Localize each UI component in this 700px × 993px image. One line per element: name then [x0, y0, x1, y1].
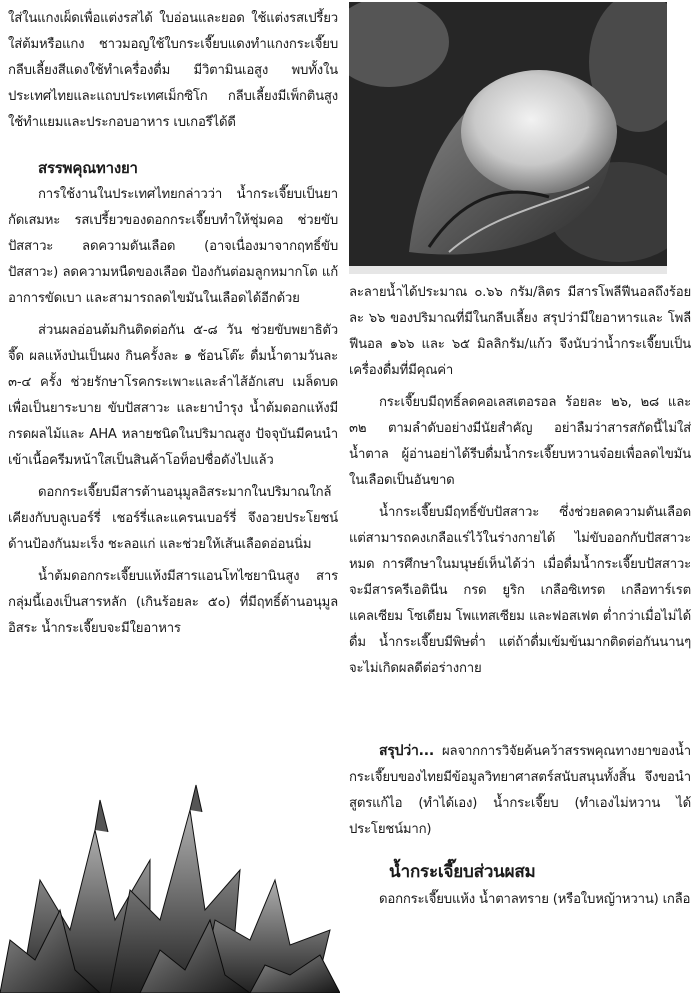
medicinal-paragraph-1: การใช้งานในประเทศไทยกล่าวว่า น้ำกระเจี๊ยบเป็นยากัดเสมหะ รสเปรี้ยวของดอกกระเจี๊ยบทำให้ชุ่มคอ ช่วยขับปัสสาวะ ลดความดันเลือด (อาจเนื่องมาจากฤทธิ์ขับปัสสาวะ) ลดความหนืดของเลือด ป้องกันต่อมลูกหมากโต แก้อาการขัดเบา และสามารถลดไขมันในเลือดได้อีกด้วย	[8, 187, 338, 306]
right-column-upper	[349, 280, 691, 682]
photo-caption-band	[349, 266, 667, 274]
left-column	[8, 6, 338, 642]
summary-label: สรุปว่า...	[379, 743, 435, 759]
recipe-heading: น้ำกระเจี๊ยบส่วนผสม	[389, 862, 536, 882]
cholesterol-paragraph: กระเจี๊ยบมีฤทธิ์ลดคอเลสเตอรอล ร้อยละ ๒๖, ๒๘ และ ๓๒ ตามลำดับอย่างมีนัยสำคัญ อย่าลืมว่าสารสกัดนี้ไม่ใส่น้ำตาล ผู้อ่านอย่าได้รีบดื่มน้ำกระเจี๊ยบหวานจ๋อยเพื่อลดไขมันในเลือดเป็นอันขาด	[349, 395, 691, 488]
summary-text: ผลจากการวิจัยค้นคว้าสรรพคุณทางยาของน้ำกระเจี๊ยบของไทยมีข้อมูลวิทยาศาสตร์สนับสนุนทั้งสิ้น จึงขอนำสูตรแก้ไอ (ทำได้เอง) น้ำกระเจี๊ยบ (ทำเองไม่หวาน ได้ประโยชน์มาก)	[349, 744, 691, 837]
roselle-pod-photo	[349, 2, 667, 266]
medicinal-paragraph-4: น้ำต้มดอกกระเจี๊ยบแห้งมีสารแอนโทไซยานินสูง สารกลุ่มนี้เองเป็นสารหลัก (เกินร้อยละ ๕๐) ที่มีฤทธิ์ต้านอนุมูลอิสระ น้ำกระเจี๊ยบจะมีใยอาหาร	[8, 569, 338, 636]
right-column-lower	[349, 738, 691, 913]
section-heading-medicinal: สรรพคุณทางยา	[38, 159, 138, 177]
fiber-paragraph: ละลายน้ำได้ประมาณ ๐.๖๖ กรัม/ลิตร มีสารโพลีฟีนอลถึงร้อยละ ๖๖ ของปริมาณที่มีในกลีบเลี้ยง สรุปว่ามีใยอาหารและ โพลีฟีนอล ๑๖๖ และ ๖๕ มิลลิกรัม/แก้ว จึงนับว่าน้ำกระเจี๊ยบเป็นเครื่องดื่มที่มีคุณค่า	[349, 285, 691, 378]
diuretic-paragraph: น้ำกระเจี๊ยบมีฤทธิ์ขับปัสสาวะ ซึ่งช่วยลดความดันเลือด แต่สามารถคงเกลือแร่ไว้ในร่างกายได้ ไม่ขับออกกับปัสสาวะหมด การศึกษาในมนุษย์เห็นได้ว่า เมื่อดื่มน้ำกระเจี๊ยบปัสสาวะจะมีสารครีเอตินีน กรด ยูริก เกลือซิเทรต เกลือทาร์เรต แคลเซียม โซเดียม โพแทสเซียม และฟอสเฟต ต่ำกว่าเมื่อไม่ได้ดื่ม น้ำกระเจี๊ยบมีพิษต่ำ แต่ถ้าดื่มเข้มข้นมากติดต่อกันนานๆ จะไม่เกิดผลดีต่อร่างกาย	[349, 505, 691, 676]
medicinal-paragraph-2: ส่วนผลอ่อนต้มกินติดต่อกัน ๕-๘ วัน ช่วยขับพยาธิตัวจี๊ด ผลแห้งป่นเป็นผง กินครั้งละ ๑ ช้อนโต๊ะ ดื่มน้ำตามวันละ ๓-๔ ครั้ง ช่วยรักษาโรคกระเพาะและลำไส้อักเสบ เมล็ดบดเพื่อเป็นยาระบาย ขับปัสสาวะ และยาบำรุง น้ำต้มดอกแห้งมีกรดผลไม้และ AHA หลายชนิดในปริมาณสูง ปัจจุบันมีคนนำเข้าเนื้อครีมหน้าใสเป็นสินค้าโอท็อปชื่อดังไปแล้ว	[8, 323, 338, 468]
dried-roselle-flowers-photo	[0, 770, 340, 993]
summary-paragraph	[349, 738, 691, 843]
recipe-ingredients: ดอกกระเจี๊ยบแห้ง น้ำตาลทราย (หรือใบหญ้าหวาน) เกลือ	[379, 892, 691, 907]
intro-paragraph: ใส่ในแกงเผ็ดเพื่อแต่งรสได้ ใบอ่อนและยอด ใช้แต่งรสเปรี้ยว ใส่ต้มหรือแกง ชาวมอญใช้ใบกระเจี๊ยบแดงทำแกงกระเจี๊ยบ กลีบเลี้ยงสีแดงใช้ทำเครื่องดื่ม มีวิตามินเอสูง พบทั้งในประเทศไทยและแถบประเทศเม็กซิโก กลีบเลี้ยงมีเพ็กตินสูง ใช้ทำแยมและประกอบอาหาร เบเกอรีได้ดี	[8, 11, 338, 130]
medicinal-paragraph-3: ดอกกระเจี๊ยบมีสารต้านอนุมูลอิสระมากในปริมาณใกล้เคียงกับบลูเบอร์รี่ เชอร์รี่และแครนเบอร์รี่ จึงอวยประโยชน์ด้านป้องกันมะเร็ง ชะลอแก่ และช่วยให้เส้นเลือดอ่อนนิ่ม	[8, 485, 338, 552]
